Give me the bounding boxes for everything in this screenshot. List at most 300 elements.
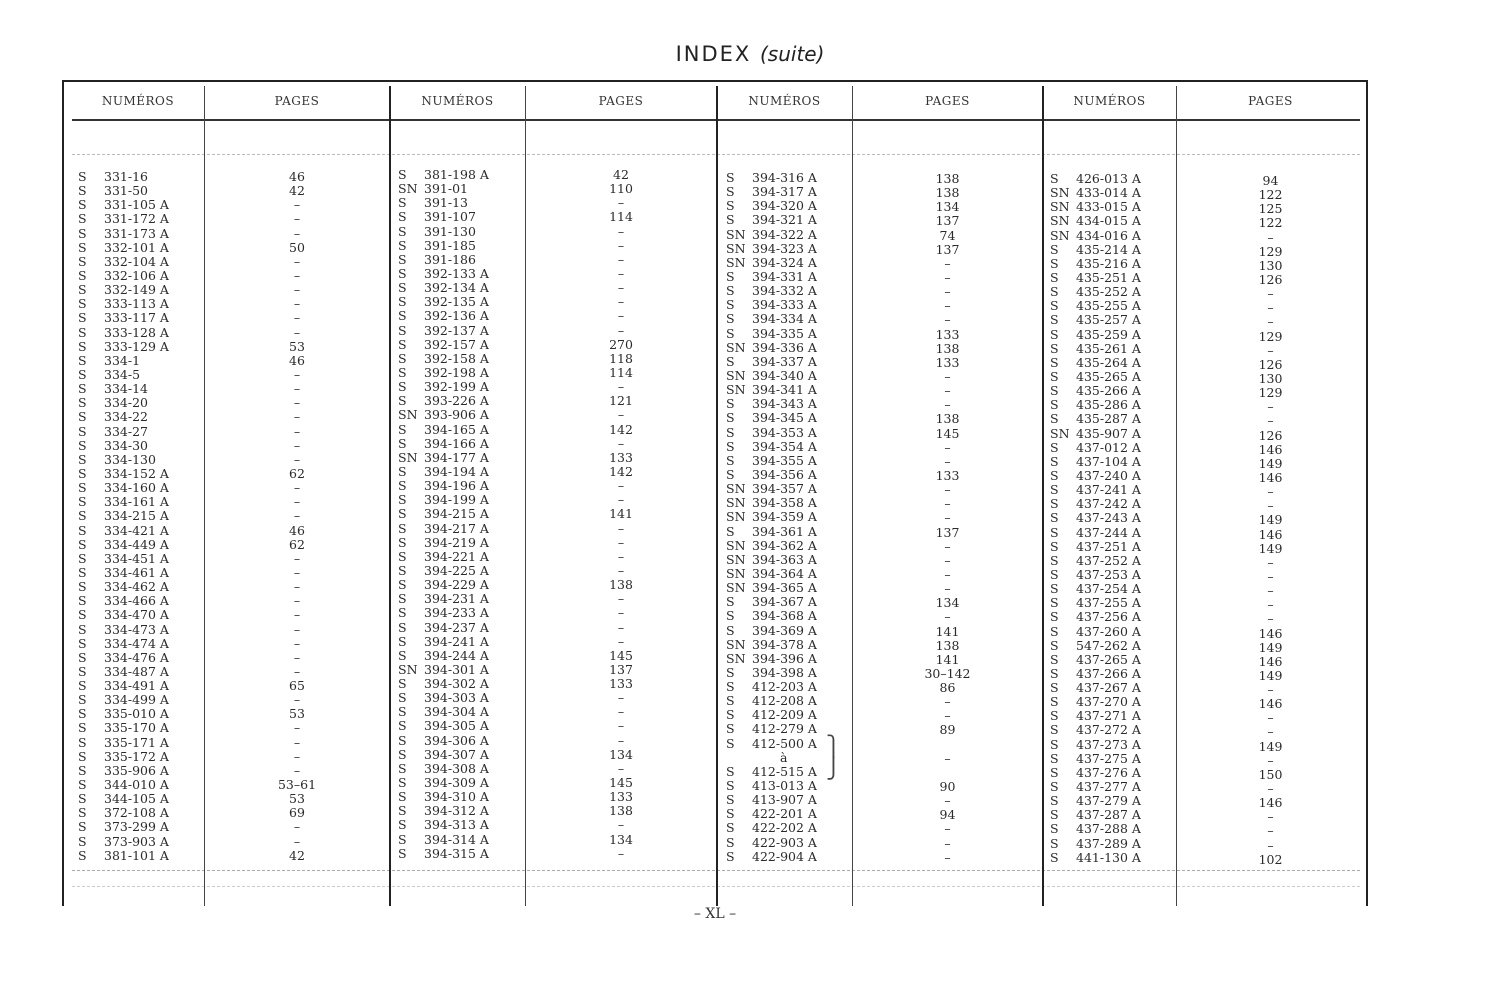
entry-prefix: S xyxy=(726,608,735,624)
entry-prefix: S xyxy=(398,548,407,564)
entry-number: 437-260 A xyxy=(1076,623,1141,639)
index-entry xyxy=(78,736,169,750)
index-entry xyxy=(726,638,817,652)
entry-prefix: S xyxy=(1050,411,1059,427)
entry-number: 331-105 A xyxy=(104,197,169,213)
entry-prefix: S xyxy=(398,421,407,437)
index-entry xyxy=(726,652,817,666)
index-entry xyxy=(726,525,817,539)
entry-prefix: S xyxy=(398,605,407,621)
entry-page: – xyxy=(617,718,625,734)
entry-page xyxy=(853,766,1042,780)
entry-page: – xyxy=(617,605,625,621)
entry-page: – xyxy=(617,548,625,564)
index-entry xyxy=(1050,328,1141,342)
entry-page: – xyxy=(617,492,625,508)
entry-prefix: S xyxy=(398,633,407,649)
entry-prefix: S xyxy=(1050,538,1059,554)
entry-page: – xyxy=(293,607,301,623)
index-entry xyxy=(78,849,169,863)
entry-prefix: S xyxy=(78,253,87,269)
entry-prefix: S xyxy=(398,251,407,267)
index-entry xyxy=(78,637,169,651)
index-entry xyxy=(1050,455,1141,469)
index-entry xyxy=(726,199,817,213)
index-entry xyxy=(398,324,489,338)
entry-page: 134 xyxy=(609,831,633,847)
index-entry xyxy=(1050,568,1141,582)
entry-number: 394-237 A xyxy=(424,619,489,635)
index-entry xyxy=(78,552,169,566)
entry-prefix: S xyxy=(1050,566,1059,582)
entry-number: 435-216 A xyxy=(1076,255,1141,271)
entry-page: – xyxy=(617,265,625,281)
entry-page: 69 xyxy=(289,805,305,821)
entry-page: 141 xyxy=(935,623,960,639)
entry-prefix: S xyxy=(78,593,87,609)
entry-page: – xyxy=(293,762,301,778)
entry-number: 435-255 A xyxy=(1076,298,1141,314)
entry-prefix: S xyxy=(398,746,407,762)
index-entry xyxy=(78,439,169,453)
entry-prefix: S xyxy=(78,635,87,651)
entry-number: 437-289 A xyxy=(1076,835,1141,851)
entry-prefix: S xyxy=(1050,750,1059,766)
entry-page: 146 xyxy=(1258,625,1283,641)
entry-page: 149 xyxy=(1258,512,1283,528)
entry-number: 394-177 A xyxy=(424,449,489,465)
index-entry xyxy=(726,298,817,312)
entry-prefix: SN xyxy=(726,537,746,553)
entry-number: 394-219 A xyxy=(424,534,489,550)
index-entry xyxy=(726,567,817,581)
entry-number: 394-309 A xyxy=(424,775,489,791)
entry-prefix: S xyxy=(78,324,87,340)
entry-number: 334-20 xyxy=(104,395,148,411)
entry-number: 394-166 A xyxy=(424,435,489,451)
entry-prefix: SN xyxy=(726,367,746,383)
entry-number: 394-362 A xyxy=(752,537,817,553)
entry-number: 335-172 A xyxy=(104,748,169,764)
entry-number: 344-010 A xyxy=(104,777,169,793)
entry-number: 394-355 A xyxy=(752,452,817,468)
entry-page: – xyxy=(617,223,625,239)
index-entry xyxy=(398,380,489,394)
entry-page: 137 xyxy=(935,213,960,229)
entry-prefix: S xyxy=(398,379,407,395)
entry-number: 437-256 A xyxy=(1076,609,1141,625)
entry-page: – xyxy=(293,833,301,849)
entry-prefix: S xyxy=(726,594,735,610)
entry-prefix: S xyxy=(398,322,407,338)
entry-number: 332-106 A xyxy=(104,267,169,283)
entry-number: 391-13 xyxy=(424,195,468,211)
entry-prefix: S xyxy=(1050,835,1059,851)
entry-page: 122 xyxy=(1258,215,1283,231)
entry-prefix: S xyxy=(398,831,407,847)
entry-page: 133 xyxy=(609,789,633,805)
entry-number: 437-241 A xyxy=(1076,482,1141,498)
entry-number: 334-449 A xyxy=(104,536,169,552)
entry-page: – xyxy=(293,296,301,312)
entry-number: 331-172 A xyxy=(104,211,169,227)
entry-number: 437-288 A xyxy=(1076,821,1141,837)
entry-prefix: S xyxy=(398,195,407,211)
entry-page: – xyxy=(944,835,951,851)
entry-prefix: S xyxy=(398,350,407,366)
index-entry xyxy=(726,624,817,638)
entry-number: 394-343 A xyxy=(752,396,817,412)
entry-number: 422-904 A xyxy=(752,848,817,864)
entry-number: 333-113 A xyxy=(104,296,169,312)
entry-prefix: S xyxy=(78,579,87,595)
entry-prefix: S xyxy=(78,805,87,821)
entry-page: 141 xyxy=(935,651,960,667)
entry-prefix: S xyxy=(78,366,87,382)
index-entry xyxy=(1050,483,1141,497)
entry-prefix: S xyxy=(726,396,735,412)
entry-page: – xyxy=(293,819,301,835)
entry-number: 392-158 A xyxy=(424,350,489,366)
index-table xyxy=(62,80,1368,906)
entry-page: 149 xyxy=(1258,738,1283,754)
entry-page: – xyxy=(944,368,951,384)
entry-prefix: SN xyxy=(398,449,418,465)
entry-page: 145 xyxy=(935,425,960,441)
entry-prefix: S xyxy=(78,847,87,863)
index-entry xyxy=(1050,610,1141,624)
entry-prefix: S xyxy=(1050,255,1059,271)
index-entry xyxy=(398,507,489,521)
entry-number: 394-353 A xyxy=(752,424,817,440)
entry-page: 137 xyxy=(935,524,960,540)
entry-prefix: S xyxy=(398,167,407,182)
entry-prefix: S xyxy=(1050,849,1059,865)
entry-page: 141 xyxy=(609,506,633,522)
entry-page: 138 xyxy=(935,340,960,356)
entry-number: 334-451 A xyxy=(104,550,169,566)
entry-page xyxy=(853,738,1042,752)
entry-number: 334-1 xyxy=(104,352,141,368)
entry-number: 392-137 A xyxy=(424,322,489,338)
index-entry xyxy=(1050,313,1141,327)
entry-page: 126 xyxy=(1258,356,1283,372)
entry-number: 394-307 A xyxy=(424,746,489,762)
index-entry xyxy=(726,666,817,680)
entry-number: 426-013 A xyxy=(1076,171,1141,186)
index-entry xyxy=(726,836,817,850)
index-entry xyxy=(78,467,169,481)
entry-prefix: S xyxy=(1050,595,1059,611)
index-entry xyxy=(1050,709,1141,723)
index-entry xyxy=(726,185,817,199)
index-entry xyxy=(726,793,817,807)
index-entry xyxy=(1050,794,1141,808)
index-entry xyxy=(398,536,489,550)
entry-number: 437-275 A xyxy=(1076,750,1141,766)
entry-page: 42 xyxy=(289,847,305,863)
entry-page: 150 xyxy=(1258,766,1283,782)
index-entry xyxy=(1050,214,1141,228)
index-entry xyxy=(726,779,817,793)
entry-prefix: S xyxy=(726,170,735,185)
entry-prefix: S xyxy=(398,704,407,720)
index-entry xyxy=(726,850,817,864)
entry-page: – xyxy=(617,619,625,635)
numeros-column-3 xyxy=(726,171,817,864)
entry-page: 94 xyxy=(1262,173,1279,188)
entry-page: – xyxy=(944,510,951,526)
entry-prefix: S xyxy=(1050,312,1059,328)
entry-number: 394-302 A xyxy=(424,676,489,692)
index-entry xyxy=(726,680,817,694)
entry-prefix: S xyxy=(78,819,87,835)
index-entry xyxy=(78,354,169,368)
entry-prefix: S xyxy=(398,209,407,225)
entry-number: 331-50 xyxy=(104,183,148,199)
entry-page: – xyxy=(944,609,951,625)
entry-page: 46 xyxy=(289,522,305,538)
index-entry xyxy=(1050,299,1141,313)
entry-page: 53 xyxy=(289,338,305,354)
entry-page: – xyxy=(617,322,625,338)
entry-number: 394-396 A xyxy=(752,650,817,666)
entry-number: 435-257 A xyxy=(1076,312,1141,328)
entry-page: 62 xyxy=(289,465,305,481)
entry-number: 394-312 A xyxy=(424,803,489,819)
entry-prefix: S xyxy=(78,267,87,283)
entry-number: 334-130 xyxy=(104,451,156,467)
entry-prefix: S xyxy=(726,806,735,822)
entry-page: 149 xyxy=(1258,455,1283,471)
entry-page: – xyxy=(1267,300,1274,316)
entry-prefix: S xyxy=(1050,467,1059,483)
entry-page: – xyxy=(293,748,301,764)
entry-number: 394-165 A xyxy=(424,421,489,437)
index-entry xyxy=(726,482,817,496)
entry-prefix: S xyxy=(726,353,735,369)
entry-number: 437-266 A xyxy=(1076,665,1141,681)
index-entry xyxy=(78,538,169,552)
entry-prefix: S xyxy=(398,294,407,310)
entry-number: 394-354 A xyxy=(752,438,817,454)
entry-number: 394-233 A xyxy=(424,605,489,621)
entry-page: 134 xyxy=(609,746,633,762)
entry-number: 335-010 A xyxy=(104,706,169,722)
index-entry xyxy=(78,382,169,396)
entry-number: 437-253 A xyxy=(1076,566,1141,582)
entry-number: 437-276 A xyxy=(1076,764,1141,780)
entry-page: – xyxy=(293,564,301,580)
entry-prefix: S xyxy=(398,775,407,791)
entry-prefix: S xyxy=(726,410,735,426)
index-entry xyxy=(726,595,817,609)
entry-page: – xyxy=(293,635,301,651)
entry-number: 437-272 A xyxy=(1076,722,1141,738)
index-entry xyxy=(78,707,169,721)
entry-prefix: S xyxy=(398,718,407,734)
entry-prefix: S xyxy=(1050,524,1059,540)
entry-number: 393-906 A xyxy=(424,407,489,423)
entry-page: 53 xyxy=(289,706,305,722)
entry-number: 394-321 A xyxy=(752,212,817,228)
entry-number: 334-474 A xyxy=(104,635,169,651)
entry-prefix: S xyxy=(1050,510,1059,526)
index-entry xyxy=(1050,412,1141,426)
entry-prefix: S xyxy=(78,791,87,807)
entry-number: 422-903 A xyxy=(752,834,817,850)
entry-number: 394-310 A xyxy=(424,789,489,805)
entry-number: 334-470 A xyxy=(104,607,169,623)
entry-prefix: S xyxy=(1050,171,1059,186)
entry-page: – xyxy=(1267,399,1274,415)
index-entry xyxy=(726,751,817,765)
entry-prefix: SN xyxy=(726,254,746,270)
index-entry xyxy=(78,212,169,226)
entry-number: 437-265 A xyxy=(1076,651,1141,667)
entry-prefix: SN xyxy=(726,509,746,525)
entry-number: 394-308 A xyxy=(424,760,489,776)
index-entry xyxy=(398,210,489,224)
index-entry xyxy=(398,168,489,182)
entry-prefix: SN xyxy=(726,382,746,398)
entry-page: 146 xyxy=(1258,469,1283,485)
index-entry xyxy=(78,778,169,792)
entry-page: – xyxy=(944,496,951,512)
entry-number: 392-198 A xyxy=(424,364,489,380)
entry-number: 394-217 A xyxy=(424,520,489,536)
entry-prefix: S xyxy=(78,310,87,326)
entry-page: 129 xyxy=(1258,243,1283,259)
entry-page: 145 xyxy=(609,647,633,663)
entry-number: 334-22 xyxy=(104,409,148,425)
entry-number: 381-198 A xyxy=(424,167,489,182)
index-entry xyxy=(726,213,817,227)
entry-prefix: S xyxy=(726,820,735,836)
entry-number: 435-907 A xyxy=(1076,425,1141,441)
entry-number: 332-149 A xyxy=(104,282,169,298)
index-entry xyxy=(78,580,169,594)
entry-number: 394-368 A xyxy=(752,608,817,624)
index-entry xyxy=(398,182,489,196)
index-entry xyxy=(726,694,817,708)
entry-page: – xyxy=(617,237,625,253)
entry-prefix: S xyxy=(1050,383,1059,399)
entry-prefix: SN xyxy=(1050,213,1070,229)
index-entry xyxy=(78,241,169,255)
index-entry xyxy=(726,496,817,510)
index-entry xyxy=(398,352,489,366)
entry-number: 437-255 A xyxy=(1076,595,1141,611)
entry-number: 422-201 A xyxy=(752,806,817,822)
entry-number: 394-322 A xyxy=(752,226,817,242)
entry-page: – xyxy=(293,649,301,665)
entry-number: 394-313 A xyxy=(424,817,489,833)
index-entry xyxy=(398,621,489,635)
entry-number: 332-101 A xyxy=(104,239,169,255)
entry-prefix: SN xyxy=(726,481,746,497)
entry-number: 394-365 A xyxy=(752,580,817,596)
entry-number: 333-128 A xyxy=(104,324,169,340)
index-entry xyxy=(78,170,169,184)
index-entry xyxy=(398,493,489,507)
entry-number: 412-500 A xyxy=(752,735,817,751)
entry-number: 394-199 A xyxy=(424,492,489,508)
index-entry xyxy=(1050,271,1141,285)
entry-page: 145 xyxy=(609,775,633,791)
index-entry xyxy=(726,383,817,397)
index-entry xyxy=(398,818,489,832)
entry-page: – xyxy=(293,267,301,283)
entry-number: 413-013 A xyxy=(752,778,817,794)
index-entry xyxy=(726,327,817,341)
index-entry xyxy=(1050,257,1141,271)
index-entry xyxy=(398,394,489,408)
entry-number: 394-225 A xyxy=(424,562,489,578)
entry-prefix: SN xyxy=(726,636,746,652)
entry-page: – xyxy=(293,494,301,510)
numeros-column-2 xyxy=(398,168,489,861)
index-entry xyxy=(78,425,169,439)
entry-prefix: S xyxy=(1050,764,1059,780)
entry-number: 394-340 A xyxy=(752,367,817,383)
index-entry xyxy=(1050,441,1141,455)
index-entry xyxy=(78,806,169,820)
index-entry xyxy=(726,312,817,326)
entry-page: – xyxy=(617,817,625,833)
entry-page: 110 xyxy=(609,181,633,197)
entry-prefix: SN xyxy=(398,661,418,677)
entry-number: 547-262 A xyxy=(1076,637,1141,653)
index-entry xyxy=(726,821,817,835)
entry-page: – xyxy=(944,552,951,568)
index-entry xyxy=(1050,582,1141,596)
entry-prefix: S xyxy=(1050,552,1059,568)
entry-page: – xyxy=(1267,286,1274,302)
index-entry xyxy=(1050,186,1141,200)
entry-prefix: S xyxy=(78,296,87,312)
entry-prefix: S xyxy=(726,297,735,313)
entry-number: 394-194 A xyxy=(424,463,489,479)
entry-prefix: S xyxy=(78,536,87,552)
entry-prefix: S xyxy=(726,325,735,341)
entry-page: – xyxy=(1267,597,1274,613)
entry-page: – xyxy=(944,255,951,271)
entry-prefix: S xyxy=(1050,439,1059,455)
entry-number: 434-015 A xyxy=(1076,213,1141,229)
entry-number: 394-335 A xyxy=(752,325,817,341)
entry-page: – xyxy=(293,310,301,326)
entry-prefix: S xyxy=(398,760,407,776)
entry-page: – xyxy=(1267,568,1274,584)
entry-prefix: S xyxy=(398,817,407,833)
entry-prefix: S xyxy=(726,735,735,751)
entry-prefix: S xyxy=(726,184,735,200)
entry-prefix: S xyxy=(1050,496,1059,512)
entry-number: 394-333 A xyxy=(752,297,817,313)
index-entry xyxy=(78,693,169,707)
entry-number: 334-499 A xyxy=(104,692,169,708)
entry-page: – xyxy=(944,482,951,498)
entry-prefix: S xyxy=(398,520,407,536)
index-entry xyxy=(398,663,489,677)
entry-prefix: S xyxy=(726,792,735,808)
index-entry xyxy=(726,355,817,369)
index-entry xyxy=(78,184,169,198)
entry-number: 373-299 A xyxy=(104,819,169,835)
index-entry xyxy=(726,510,817,524)
entry-page: – xyxy=(1267,342,1274,358)
